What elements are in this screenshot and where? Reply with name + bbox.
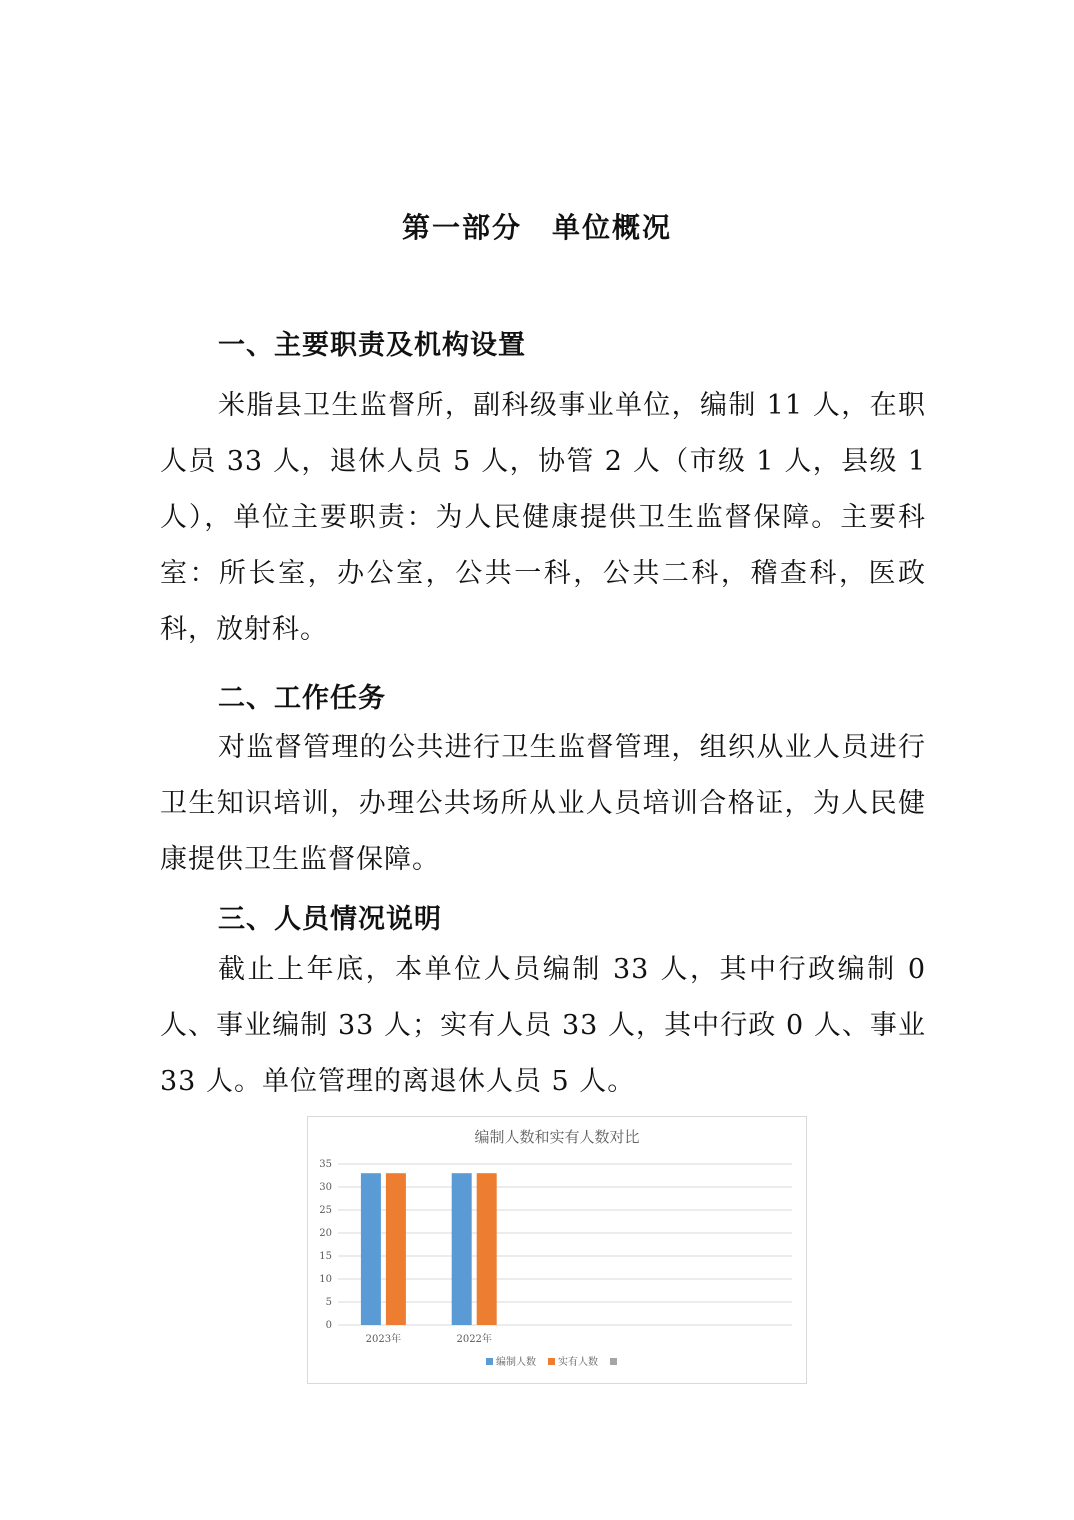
legend-swatch xyxy=(486,1358,493,1365)
legend-label: 编制人数 xyxy=(496,1357,536,1368)
section-paragraph-tasks: 对监督管理的公共进行卫生监督管理，组织从业人员进行卫生知识培训，办理公共场所从业人员培训合格证，为人民健康提供卫生监督保障。 xyxy=(160,732,926,875)
y-tick-label: 25 xyxy=(319,1205,332,1216)
legend-label: 实有人数 xyxy=(558,1357,598,1368)
section-paragraph-staff: 截止上年底，本单位人员编制 33 人，其中行政编制 0 人、事业编制 33 人；实有人员 33 人，其中行政 0 人、事业 33 人。单位管理的离退休人员 5 人。 xyxy=(160,954,926,1097)
y-tick-label: 0 xyxy=(325,1320,332,1331)
y-tick-label: 30 xyxy=(319,1182,332,1193)
y-tick-label: 35 xyxy=(319,1159,332,1170)
page-title: 第一部分 单位概况 xyxy=(401,211,672,244)
x-tick-label: 2023年 xyxy=(365,1334,402,1345)
chart-title: 编制人数和实有人数对比 xyxy=(474,1128,640,1146)
section-heading-staff: 三、人员情况说明 xyxy=(218,904,442,935)
bar xyxy=(452,1173,472,1325)
y-tick-label: 15 xyxy=(319,1251,332,1262)
section-heading-tasks: 二、工作任务 xyxy=(218,683,386,714)
section-paragraph-duties: 米脂县卫生监督所，副科级事业单位，编制 11 人，在职人员 33 人，退休人员 5 人，协管 2 人（市级 1 人，县级 1 人），单位主要职责：为人民健康提供卫生监督保障。主要科室：所长室，办公室，公共一科，公共二科，稽查科，医政科，放射科。 xyxy=(160,390,926,645)
legend-swatch xyxy=(610,1358,617,1365)
section-heading-duties: 一、主要职责及机构设置 xyxy=(218,330,526,361)
y-tick-label: 10 xyxy=(319,1274,332,1285)
legend-swatch xyxy=(548,1358,555,1365)
bar xyxy=(361,1173,381,1325)
y-tick-label: 20 xyxy=(319,1228,332,1239)
y-tick-label: 5 xyxy=(325,1297,332,1308)
x-tick-label: 2022年 xyxy=(456,1334,492,1345)
staff-comparison-chart xyxy=(307,1116,807,1384)
bar xyxy=(477,1173,497,1325)
bar xyxy=(386,1173,406,1325)
chart-canvas xyxy=(308,1117,806,1383)
